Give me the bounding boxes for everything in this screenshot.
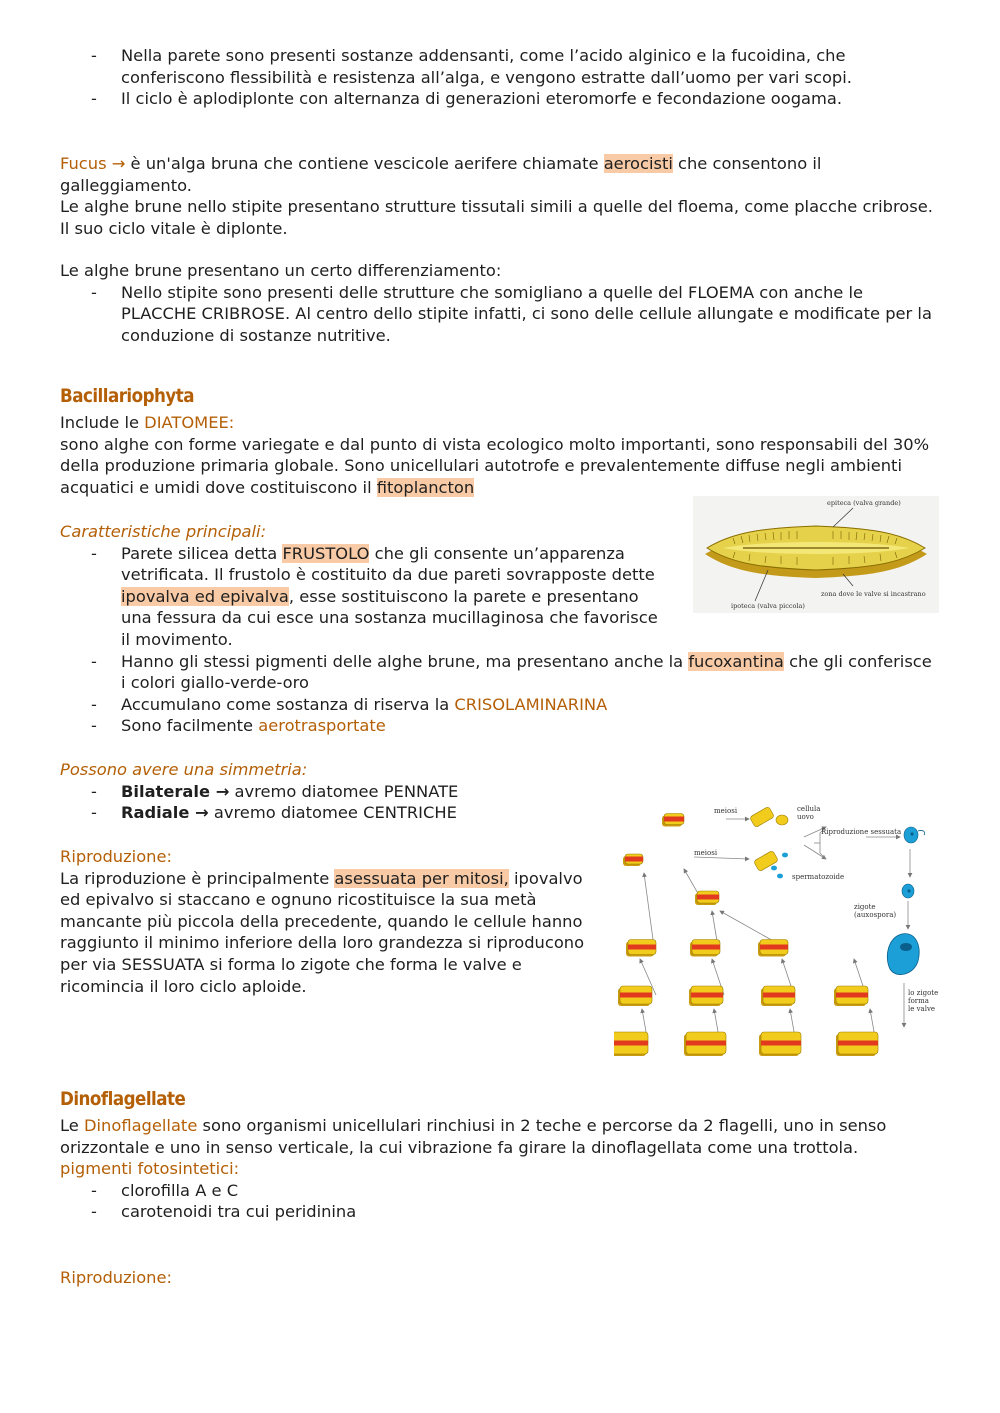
diatom-cell [626,940,656,957]
diatom-cycle-figure [614,797,940,1065]
list-item: - Il ciclo è aplodiplonte con alternanza di generazioni eteromorfe e fecondazione oogama. [60,88,940,110]
diatom-cell [761,986,795,1006]
reproduction-heading: Riproduzione: [60,847,172,866]
diatom-cell [758,940,788,957]
list-item: - clorofilla A e C [60,1180,940,1202]
list-item: - Nella parete sono presenti sostanze addensanti, come l’acido alginico e la fucoidina, che conferiscono flessibilità e resistenza all’alga, e vengono estratte dall’uomo per vari scopi. [60,45,940,88]
dinoflagellate-reproduction [60,1267,940,1289]
brown-algae-section [60,260,940,346]
egg-cell-shape [776,815,788,825]
fucus-section [60,153,940,239]
list-item: - Radiale → avremo diatomee CENTRICHE [60,802,940,824]
sperm-shape [771,866,777,871]
fertilized-egg-nucleus [910,832,913,835]
dinoflagellate-reproduction-heading: Riproduzione: [60,1268,172,1287]
diatomee-term: DIATOMEE: [144,413,235,432]
ipovalva-highlight: ipovalva ed epivalva [121,586,289,606]
diatom-cell [689,986,723,1006]
diatom-figure [693,496,939,613]
pigments-list [60,1180,940,1223]
bacillariophyta-description: sono alghe con forme variegate e dal punto di vista ecologico molto importanti, sono responsabili del 30% della produzione primaria globale. Sono unicellulari autotrofe e prevalentemente diffuse negli ambienti acquatici e umidi dove costituiscono il fitoplancton [60,434,930,497]
bacillariophyta-intro: Include le DIATOMEE: sono alghe con forme variegate e dal punto di vista ecologico molto importanti, sono responsabili del 30% della produzione primaria globale. Sono unicellulari autotrofe e prevalentemente diffuse negli ambienti acquatici e umidi dove costituiscono il fitoplancton [60,412,940,498]
auxospora-shape [887,934,919,975]
pigments-heading: pigmenti fotosintetici: [60,1159,240,1179]
brown-algae-intro: Le alghe brune presentano un certo differenziamento: [60,261,502,280]
fucoxantina-highlight: fucoxantina [688,651,784,671]
label-meiosi-1: meiosi [714,807,738,815]
label-le-valve: le valve [908,1005,936,1013]
label-spermatozoide: spermatozoide [792,873,845,881]
intro-section [60,45,940,110]
frustolo-highlight: FRUSTOLO [282,543,370,563]
section-heading-dinoflagellate: Dinoflagellate [60,1088,186,1110]
diatom-cell [695,891,719,905]
list-item: - Parete silicea detta FRUSTOLO che gli consente un’apparenza vetrificata. Il frustolo è costituito da due pareti sovrapposte dette ipovalva ed epivalva, esse sostituiscono la parete e presentano una fessura da cui esce una sostanza mucillaginosa che favorisce il movimento. [60,543,666,651]
label-riproduzione-sessuata: Riproduzione sessuata [821,828,902,836]
cycle-arrows [640,869,876,1043]
label-epiteca: epiteca (valva grande) [827,499,901,507]
section-heading-bacillariophyta: Bacillariophyta [60,385,195,407]
reproduction-section [60,846,595,997]
diatom-cell [690,940,720,957]
label-ipoteca: ipoteca (valva piccola) [731,602,805,610]
crisolaminarina-term: CRISOLAMINARINA [454,694,608,714]
label-forma: forma [908,997,929,1005]
diatom-cell [662,814,684,827]
label-auxospora: (auxospora) [854,911,897,919]
dinoflagellate-intro: Le Dinoflagellate sono organismi unicellulari rinchiusi in 2 teche e percorse da 2 flagelli, uno in senso orizzontale e uno in senso verticale, la cui vibrazione fa girare la dinoflagellata come una trottola. [60,1116,887,1157]
dinoflagellate-term: Dinoflagellate [83,1116,198,1135]
dinoflagellate-section [60,1087,940,1111]
label-uovo: uovo [797,813,814,821]
fucus-term: Fucus → [60,154,126,173]
list-item: - carotenoidi tra cui peridinina [60,1201,940,1223]
dinoflagellate-body [60,1115,940,1223]
list-item: - Nello stipite sono presenti delle strutture che somigliano a quelle del FLOEMA con anche le PLACCHE CRIBROSE. Al centro dello stipite infatti, ci sono delle cellule allungate e modificate per la conduzione di sostanze nutritive. [60,282,940,347]
brown-algae-list [60,282,940,347]
label-zigote: zigote [854,903,876,911]
sexual-arrows [694,819,910,1027]
list-item: - Sono facilmente aerotrasportate [60,715,940,737]
features-heading: Caratteristiche principali: [60,522,267,541]
list-item: - Hanno gli stessi pigmenti delle alghe brune, ma presentano anche la fucoxantina che gli conferisce i colori giallo-verde-oro [60,651,940,694]
label-meiosi-2: meiosi [694,849,718,857]
zygote-nucleus [907,889,910,892]
diatom-cell [618,986,652,1006]
intro-list [60,45,940,110]
diatom-cell [759,1032,801,1056]
cycle-cells [614,806,878,1056]
label-lo-zigote: lo zigote [908,989,939,997]
diatom-cell [834,986,868,1006]
symmetry-heading: Possono avere una simmetria: [60,760,308,779]
diatom-cell [623,854,643,866]
diatom-cell [614,1032,648,1056]
aerotrasportate-term: aerotrasportate [258,716,386,736]
fitoplancton-highlight: fitoplancton [376,477,475,497]
list-item: - Bilaterale → avremo diatomee PENNATE [60,781,940,803]
asessuata-highlight: asessuata per mitosi, [334,868,509,888]
aerocisti-highlight: aerocisti [603,154,673,173]
diatom-cell [836,1032,878,1056]
cycle-arrow [644,873,654,947]
auxospora-nucleus [900,943,912,951]
label-zona: zona dove le valve si incastrano [821,590,926,598]
list-item: - Accumulano come sostanza di riserva la CRISOLAMINARINA [60,694,940,716]
flagellum-shape [918,830,925,835]
reproduction-paragraph: La riproduzione è principalmente asessuata per mitosi, ipovalvo ed epivalvo si staccano e ognuno ricostituisce la sua metà mancante più piccola della precedente, quando le cellule hanno raggiunto il minimo inferiore della loro grandezza si riproducono per via SESSUATA si forma lo zigote che forma le valve e ricomincia il loro ciclo aploide. [60,868,585,996]
fucus-paragraph-2: Le alghe brune nello stipite presentano strutture tissutali simili a quelle del floema, come placche cribrose. Il suo ciclo vitale è diplonte. [60,197,933,238]
fucus-paragraph: Fucus → è un'alga bruna che contiene vescicole aerifere chiamate aerocisti che consentono il galleggiamento. [60,154,822,195]
sperm-shape [777,874,783,879]
diatom-valve-tilted [749,806,774,827]
sperm-shape [782,853,788,858]
label-cellula: cellula [797,805,821,813]
diatom-cell [684,1032,726,1056]
bacillariophyta-section [60,384,940,408]
